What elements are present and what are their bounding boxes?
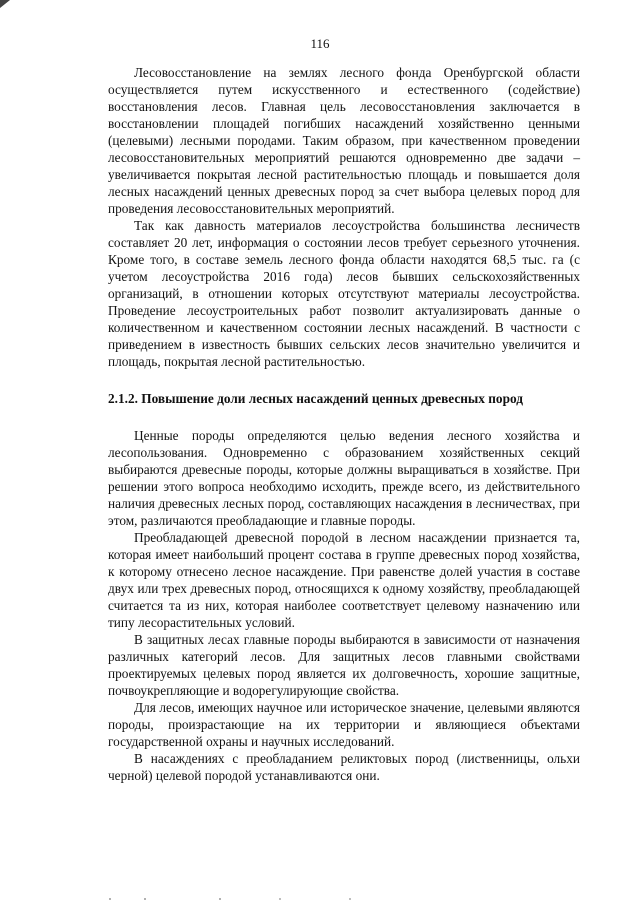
paragraph: Преобладающей древесной породой в лесном насаждении признается та, которая имеет наибольший процент состава в группе древесных пород хозяйства, к которому отнесено лесное насаждение. При равенстве долей участия в составе двух или трех древесных пород, относящихся к одному хозяйству, преобладающей считается та из них, которая наиболее соответствует целевому назначению или типу лесорастительных условий. — [108, 530, 580, 630]
paragraph: Ценные породы определяются целью ведения лесного хозяйства и лесопользования. Одновременно с образованием хозяйственных секций выбираются древесные породы, которые должны выращиваться в хозяйстве. При решении этого вопроса необходимо исходить, прежде всего, из действительного наличия древесных лесных пород, составляющих насаждения в лесничествах, при этом, различаются преобладающие и главные породы. — [108, 428, 580, 528]
paragraph: Для лесов, имеющих научное или историческое значение, целевыми являются породы, произрастающие на их территории и являющиеся объектами государственной охраны и научных исследований. — [108, 700, 580, 749]
paragraph: В насаждениях с преобладанием реликтовых пород (лиственницы, ольхи черной) целевой породой устанавливаются они. — [108, 751, 580, 783]
scan-artifact — [0, 0, 14, 10]
paragraph: Так как давность материалов лесоустройства большинства лесничеств составляет 20 лет, информация о состоянии лесов требует серьезного уточнения. Кроме того, в составе земель лесного фонда области находятся 68,5 тыс. га (с учетом лесоустройства 2016 года) лесов бывших сельскохозяйственных организаций, в отношении которых отсутствуют материалы лесоустройства. Проведение лесоустроительных работ позволит актуализировать данные о количественном и качественном состоянии лесных насаждений. В частности с приведением в известность бывших сельских лесов значительно увеличится и площадь, покрытая лесной растительностью. — [108, 218, 580, 369]
scan-artifact-bottom — [100, 897, 400, 901]
document-body — [108, 64, 580, 784]
paragraph: В защитных лесах главные породы выбираются в зависимости от назначения различных категорий лесов. Для защитных лесов главными свойствами проектируемых целевых пород является их долговечность, хорошие защитные, почвоукрепляющие и водорегулирующие свойства. — [108, 632, 580, 698]
section-heading: 2.1.2. Повышение доли лесных насаждений ценных древесных пород — [108, 391, 523, 406]
paragraph: Лесовосстановление на землях лесного фонда Оренбургской области осуществляется путем искусственного и естественного (содействие) восстановления лесов. Главная цель лесовосстановления заключается в восстановлении площадей погибших насаждений хозяйственно ценными (целевыми) лесными породами. Таким образом, при качественном проведении лесовосстановительных мероприятий решаются одновременно две задачи – увеличивается покрытая лесной растительностью площадь и повышается доля лесных насаждений ценных древесных пород за счет выбора целевых пород для проведения лесовосстановительных мероприятий. — [108, 65, 580, 216]
page-number: 116 — [310, 36, 330, 51]
